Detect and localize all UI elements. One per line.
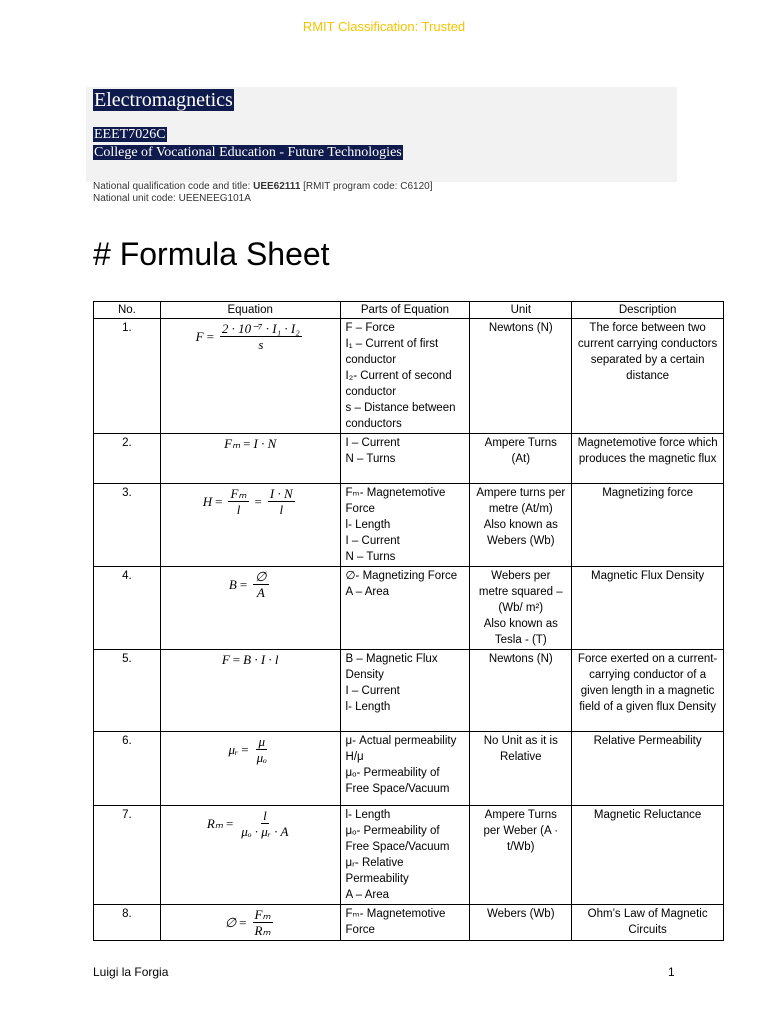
unit-cell: Webers per metre squared – (Wb/ m²) Also known as Tesla - (T) — [470, 567, 572, 650]
unit-cell: Ampere turns per metre (At/m) Also known as Webers (Wb) — [470, 484, 572, 567]
equation-cell: F = $\frac{\text{2 · 10⁻⁷ · I₁ · I₂}}{s}$ — [160, 319, 340, 434]
description-cell: The force between two current carrying conductors separated by a certain distance — [572, 319, 724, 434]
table-row — [94, 732, 724, 806]
description-cell: Magnetemotive force which produces the magnetic flux — [572, 434, 724, 484]
parts-cell: B – Magnetic Flux Density I – Current l- Length — [340, 650, 470, 732]
parts-cell: l- Length μₒ- Permeability of Free Space/Vacuum μᵣ- Relative Permeability A – Area — [340, 806, 470, 905]
unit-cell: No Unit as it is Relative — [470, 732, 572, 806]
footer-author: Luigi la Forgia — [93, 965, 169, 979]
parts-cell: I – Current N – Turns — [340, 434, 470, 484]
table-header-row — [94, 302, 724, 319]
unit-cell: Ampere Turns per Weber (A · t/Wb) — [470, 806, 572, 905]
description-cell: Magnetic Flux Density — [572, 567, 724, 650]
equation-cell: F = B · I · l — [160, 650, 340, 732]
description-cell: Relative Permeability — [572, 732, 724, 806]
footer-page-number: 1 — [668, 965, 675, 979]
equation-cell: H = $\frac{\text{Fₘ}}{l}$ = $\frac{I \cdot N}{l}$ — [160, 484, 340, 567]
course-title: Electromagnetics — [94, 89, 233, 111]
header-parts: Parts of Equation — [340, 302, 470, 319]
unit-cell: Ampere Turns (At) — [470, 434, 572, 484]
classification-label: RMIT Classification: Trusted — [302, 19, 466, 34]
header-description: Description — [572, 302, 724, 319]
row-number: 5. — [94, 650, 161, 732]
parts-cell: μ- Actual permeability H/μ μₒ- Permeability of Free Space/Vacuum — [340, 732, 470, 806]
unit-cell: Webers (Wb) — [470, 905, 572, 941]
equation-cell: Fₘ = I · N — [160, 434, 340, 484]
table-row — [94, 434, 724, 484]
parts-cell: Fₘ- Magnetemotive Force — [340, 905, 470, 941]
course-code: EEET7026C — [94, 127, 166, 142]
description-cell: Force exerted on a current-carrying conductor of a given length in a magnetic field of a given flux Density — [572, 650, 724, 732]
equation-cell: Rₘ = $\frac{l}{\text{μₒ · μᵣ · A}}$ — [160, 806, 340, 905]
row-number: 7. — [94, 806, 161, 905]
table-row — [94, 319, 724, 434]
parts-cell: F – Force I₁ – Current of first conductor I₂- Current of second conductor s – Distance between conductors — [340, 319, 470, 434]
unit-cell: Newtons (N) — [470, 319, 572, 434]
table-row — [94, 905, 724, 941]
equation-cell: μᵣ = $\frac{\mu}{\text{μₒ}}$ — [160, 732, 340, 806]
row-number: 1. — [94, 319, 161, 434]
header-equation: Equation — [160, 302, 340, 319]
college-name: College of Vocational Education - Future Technologies — [94, 145, 402, 160]
table-row — [94, 567, 724, 650]
table-row — [94, 806, 724, 905]
table-row — [94, 484, 724, 567]
page-heading: # Formula Sheet — [93, 236, 330, 272]
row-number: 2. — [94, 434, 161, 484]
qualification-info: National qualification code and title: UEE62111 [RMIT program code: C6120] National unit code: UEENEEG101A — [93, 181, 433, 204]
table-row — [94, 650, 724, 732]
row-number: 6. — [94, 732, 161, 806]
equation-cell: ∅ = $\frac{\text{Fₘ}}{\text{Rₘ}}$ — [160, 905, 340, 941]
parts-cell: Fₘ- Magnetemotive Force l- Length I – Current N – Turns — [340, 484, 470, 567]
row-number: 4. — [94, 567, 161, 650]
row-number: 3. — [94, 484, 161, 567]
header-no: No. — [94, 302, 161, 319]
row-number: 8. — [94, 905, 161, 941]
equation-cell: B = $\frac{\emptyset}{A}$ — [160, 567, 340, 650]
description-cell: Ohm’s Law of Magnetic Circuits — [572, 905, 724, 941]
formula-table — [93, 301, 724, 941]
header-unit: Unit — [470, 302, 572, 319]
unit-cell: Newtons (N) — [470, 650, 572, 732]
description-cell: Magnetizing force — [572, 484, 724, 567]
description-cell: Magnetic Reluctance — [572, 806, 724, 905]
parts-cell: ∅- Magnetizing Force A – Area — [340, 567, 470, 650]
